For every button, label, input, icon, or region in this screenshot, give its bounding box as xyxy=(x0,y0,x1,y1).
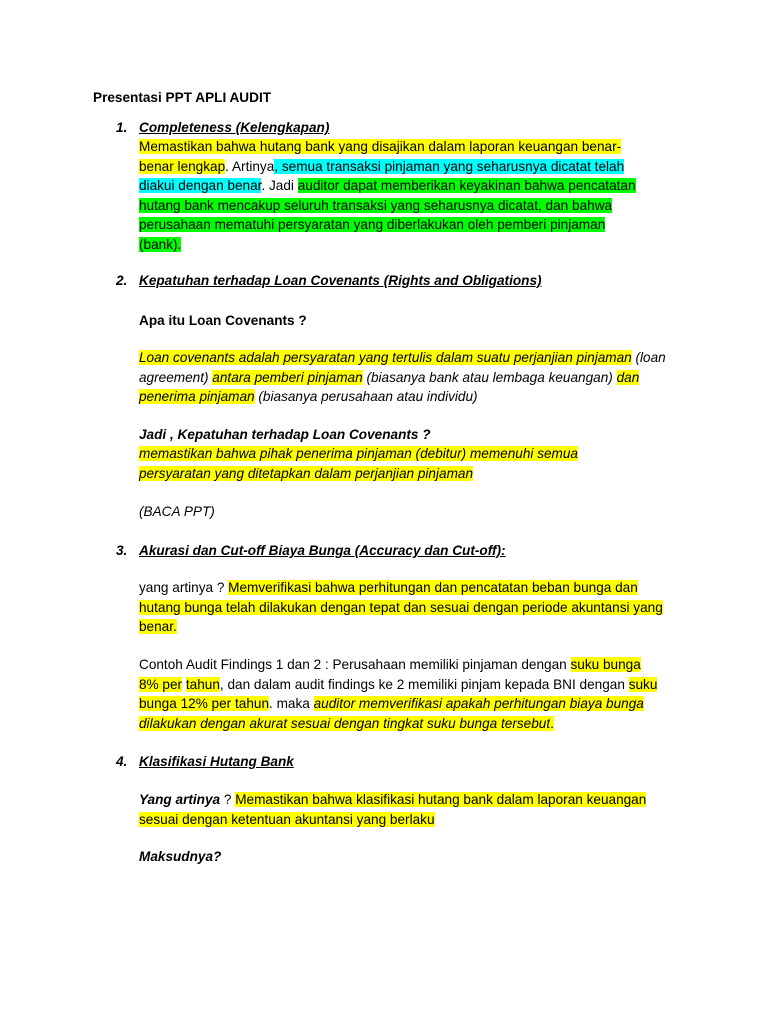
section-1-number: 1. xyxy=(116,120,128,135)
section-1-paragraph xyxy=(139,137,649,254)
document-title: Presentasi PPT APLI AUDIT xyxy=(93,90,272,105)
s1-highlight-cyan: , semua transaksi pinjaman yang seharusnya dicatat telah diakui dengan benar xyxy=(139,158,625,193)
s3-highlight-conclusion: auditor memverifikasi apakah perhitungan biaya bunga dilakukan dengan akurat sesuai dengan tingkat suku bunga tersebut xyxy=(139,696,644,731)
s2-text-2: (biasanya bank atau lembaga keuangan) xyxy=(362,369,617,385)
s1-highlight-green: auditor dapat memberikan keyakinan bahwa pencatatan hutang bank mencakup seluruh transaksi yang seharusnya dicatat, dan bahwa perusahaan mematuhi persyaratan yang diberlakukan oleh pemberi pinjaman (bank). xyxy=(139,178,636,252)
section-4-question: Maksudnya? xyxy=(139,849,222,864)
s2-highlight-4: memastikan bahwa pihak penerima pinjaman (debitur) memenuhi semua persyaratan yang ditetapkan dalam perjanjian pinjaman xyxy=(139,446,578,481)
section-3-heading: Akurasi dan Cut-off Biaya Bunga (Accuracy dan Cut-off): xyxy=(139,543,506,558)
section-4-number: 4. xyxy=(116,754,128,769)
s3-example-text-2: , dan dalam audit findings ke 2 memiliki pinjam kepada BNI dengan xyxy=(219,676,629,692)
s4-text-bold: Yang artinya xyxy=(139,792,221,807)
s3-highlight-rate-2: suku bunga 12% per tahun xyxy=(139,676,658,711)
s3-highlight: Memverifikasi bahwa perhitungan dan pencatatan beban bunga dan hutang bunga telah dilakukan dengan tepat dan sesuai dengan periode akuntansi yang benar. xyxy=(139,580,663,634)
section-4-heading: Klasifikasi Hutang Bank xyxy=(139,754,294,769)
s3-highlight-period: . xyxy=(550,715,554,731)
s3-example-text-3: . maka xyxy=(269,696,314,711)
s3-example-text-1: Contoh Audit Findings 1 dan 2 : Perusahaan memiliki pinjaman dengan xyxy=(139,657,571,672)
s2-text-1: (loan agreement) xyxy=(139,350,666,385)
s2-highlight-2: antara pemberi pinjaman xyxy=(212,369,363,385)
s3-text: yang artinya ? xyxy=(139,580,229,595)
s2-highlight-1: Loan covenants adalah persyaratan yang tertulis dalam suatu perjanjian pinjaman xyxy=(139,350,632,365)
section-2-note: (BACA PPT) xyxy=(139,504,215,519)
section-4-paragraph xyxy=(139,790,669,829)
section-2-question-1: Apa itu Loan Covenants ? xyxy=(139,313,307,328)
s2-text-3: (biasanya perusahaan atau individu) xyxy=(254,389,478,404)
s2-highlight-3: dan penerima pinjaman xyxy=(139,369,640,404)
section-2-answer-2 xyxy=(139,444,619,483)
s3-highlight-rate-1: suku bunga 8% per xyxy=(139,657,641,692)
s1-highlight-yellow: Memastikan bahwa hutang bank yang disajikan dalam laporan keuangan benar-benar lengkap xyxy=(139,139,622,174)
section-3-number: 3. xyxy=(116,543,128,558)
section-2-answer-1 xyxy=(139,348,679,407)
s1-text: . Artinya xyxy=(225,158,275,174)
section-1-heading: Completeness (Kelengkapan) xyxy=(139,120,330,135)
section-3-paragraph xyxy=(139,578,669,637)
s3-highlight-year: tahun xyxy=(185,676,220,692)
section-2-heading: Kepatuhan terhadap Loan Covenants (Rights and Obligations) xyxy=(139,273,542,288)
section-2-question-2: Jadi , Kepatuhan terhadap Loan Covenants ? xyxy=(139,427,431,442)
section-3-example xyxy=(139,655,664,733)
section-2-number: 2. xyxy=(116,273,128,288)
s1-text-2: . Jadi xyxy=(261,178,298,193)
s4-text: ? xyxy=(220,792,236,807)
s4-highlight: Memastikan bahwa klasifikasi hutang bank dalam laporan keuangan sesuai dengan ketentuan akuntansi yang berlaku xyxy=(139,792,647,827)
